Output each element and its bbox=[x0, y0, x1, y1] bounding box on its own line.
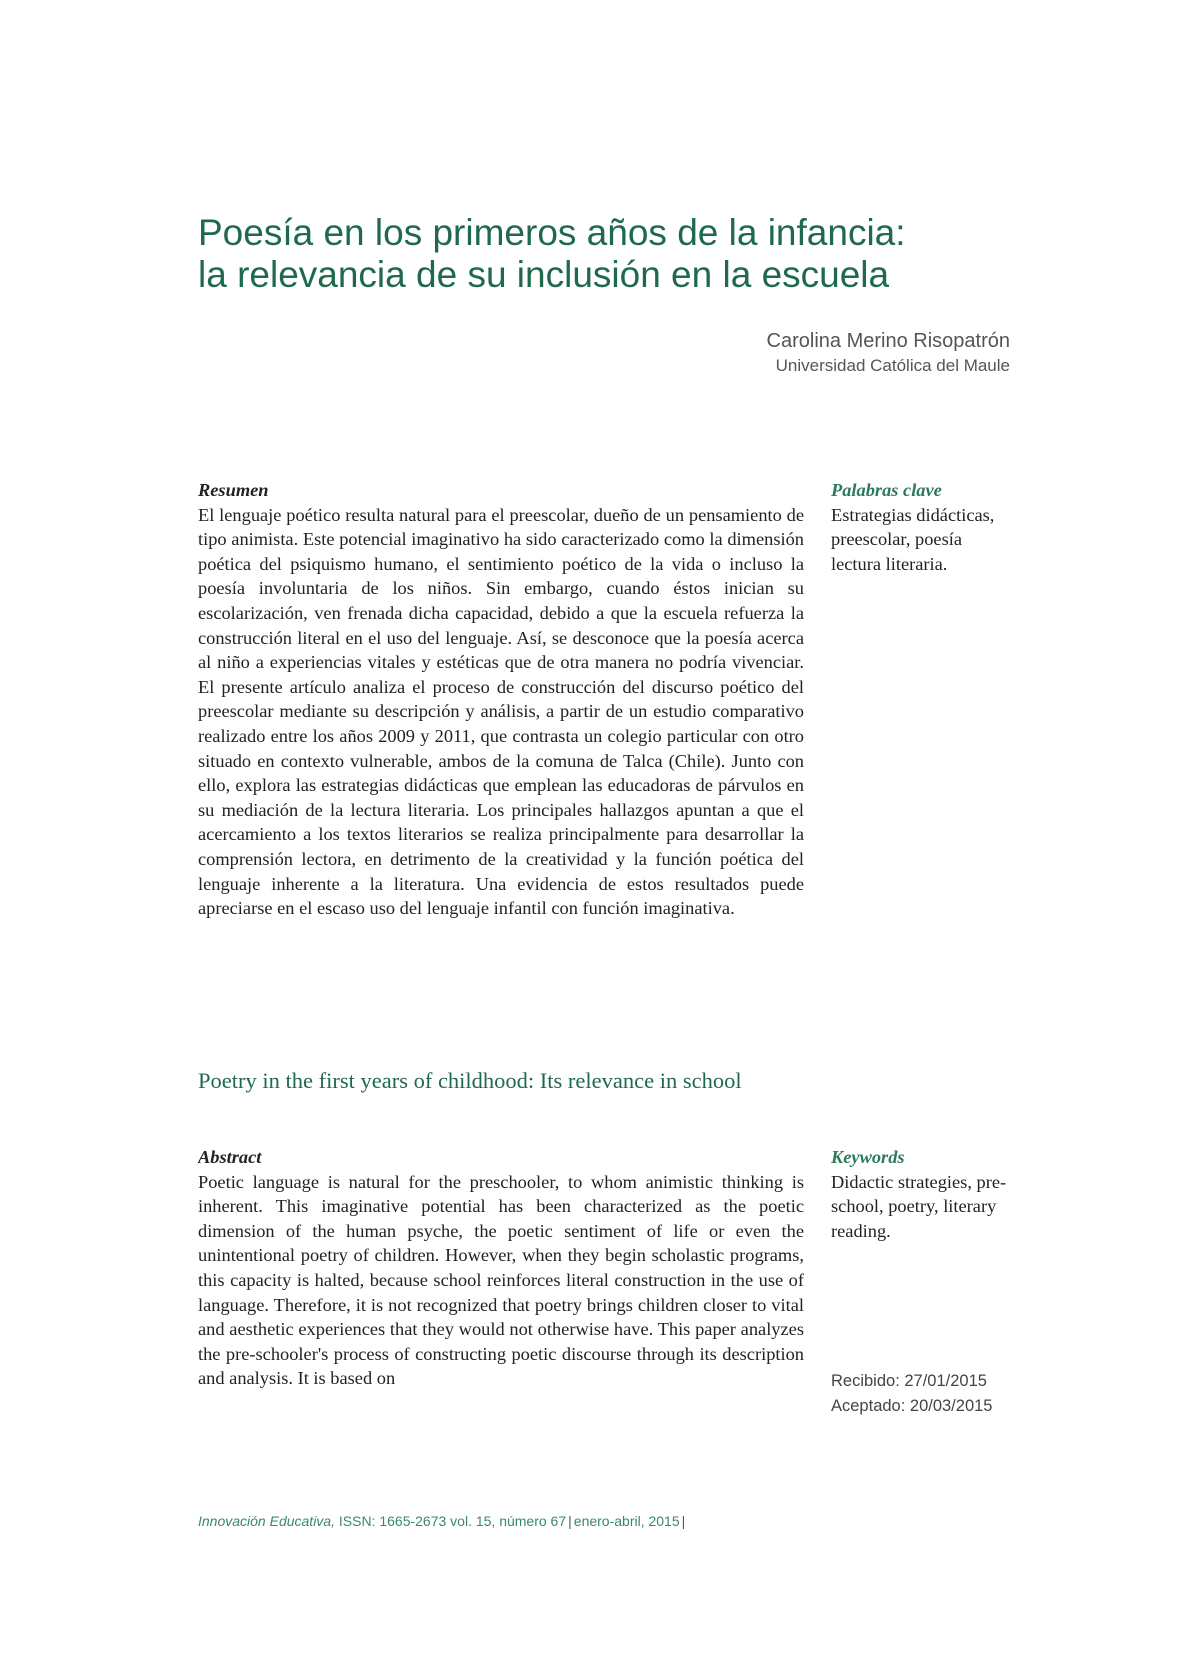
article-title bbox=[198, 212, 1048, 296]
keywords-label: Keywords bbox=[831, 1147, 905, 1167]
english-title: Poetry in the first years of childhood: Its relevance in school bbox=[198, 1068, 742, 1093]
abstract-section bbox=[198, 1145, 804, 1415]
resumen-label: Resumen bbox=[198, 480, 269, 500]
footer-separator: | bbox=[568, 1513, 572, 1529]
keywords-section bbox=[831, 1145, 1011, 1243]
received-date: Recibido: 27/01/2015 bbox=[831, 1372, 987, 1390]
abstract-text: Poetic language is natural for the preschooler, to whom animistic thinking is inherent. This imaginative potential has been characterized as the poetic dimension of the human psyche, the poetic sentiment of life or even the unintentional poetry of children. However, when they begin scholastic programs, this capacity is halted, because school reinforces literal construction in the use of language. Therefore, it is not recognized that poetry brings children closer to vital and aesthetic experiences that they would not otherwise have. This paper analyzes the pre-schooler's process of constructing poetic discourse through its description and analysis. It is based on bbox=[198, 1171, 804, 1389]
title-line-1: Poesía en los primeros años de la infancia: bbox=[198, 212, 906, 253]
resumen-text: El lenguaje poético resulta natural para el preescolar, dueño de un pensamiento de tipo animista. Este potencial imaginativo ha sido caracterizado como la dimensión poética del psiquismo humano, el sentimiento poético de la vida o incluso la poesía involuntaria de los niños. Sin embargo, cuando éstos inician su escolarización, ven frenada dicha capacidad, debido a que la escuela refuerza la construcción literal en el uso del lenguaje. Así, se desconoce que la poesía acerca al niño a experiencias vitales y estéticas que de otra manera no podría vivenciar. El presente artículo analiza el proceso de construcción del discurso poético del preescolar mediante su descripción y análisis, a partir de un estudio comparativo realizado entre los años 2009 y 2011, que contrasta un colegio particular con otro situado en contexto vulnerable, ambos de la comuna de Talca (Chile). Junto con ello, explora las estrategias didácticas que emplean las educadoras de párvulos en su mediación de la lectura literaria. Los principales hallazgos apuntan a que el acercamiento a los textos literarios se realiza principalmente para desarrollar la comprensión lectora, en detrimento de la creatividad y la función poética del lenguaje inherente a la literatura. Una evidencia de estos resultados puede apreciarse en el escaso uso del lenguaje infantil con función imaginativa. bbox=[198, 504, 804, 919]
resumen-section bbox=[198, 478, 804, 921]
page-footer bbox=[198, 1511, 687, 1531]
author-name: Carolina Merino Risopatrón bbox=[766, 330, 1010, 352]
title-line-2: la relevancia de su inclusión en la escuela bbox=[198, 254, 890, 295]
footer-issn: ISSN: 1665-2673 vol. 15, número 67 bbox=[338, 1513, 567, 1529]
keywords-text: Didactic strategies, pre-school, poetry, literary reading. bbox=[831, 1171, 1007, 1241]
palabras-clave-text: Estrategias didácticas, preescolar, poesía lectura literaria. bbox=[831, 504, 995, 574]
abstract-label: Abstract bbox=[198, 1147, 262, 1167]
author-affiliation: Universidad Católica del Maule bbox=[775, 356, 1010, 375]
footer-journal: Innovación Educativa, bbox=[198, 1513, 335, 1529]
accepted-date: Aceptado: 20/03/2015 bbox=[831, 1397, 993, 1415]
footer-separator-end: | bbox=[681, 1513, 686, 1529]
footer-period: enero-abril, 2015 bbox=[573, 1513, 680, 1529]
palabras-clave-section bbox=[831, 478, 1011, 576]
dates-block bbox=[831, 1369, 992, 1419]
author-block bbox=[767, 328, 1010, 378]
palabras-clave-label: Palabras clave bbox=[831, 480, 942, 500]
